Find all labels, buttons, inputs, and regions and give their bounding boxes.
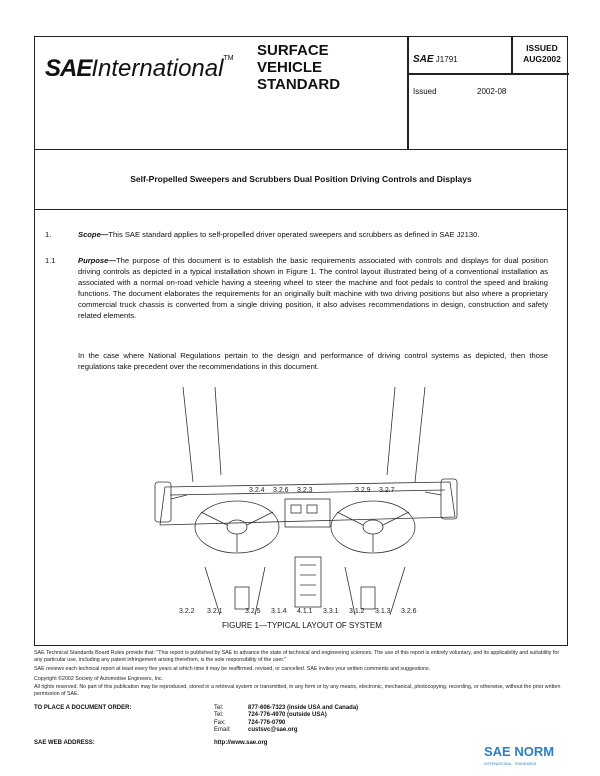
- callout-label: 3.1.3: [375, 608, 391, 615]
- issued-box: [517, 43, 567, 65]
- issued-value: AUG2002: [523, 54, 561, 64]
- section-heading: Purpose—: [78, 256, 116, 265]
- doc-prefix: SAE: [413, 54, 434, 65]
- section-text: [78, 255, 548, 321]
- windshield-pillar: [215, 387, 395, 475]
- figure-callouts-bottom: [179, 608, 417, 615]
- purpose-paragraph-2: In the case where National Regulations pertain to the design and performance of driving control systems as depicted, then those regulations take precedent over the recommendations in this document.: [78, 351, 548, 371]
- logo-sae: SAE: [45, 55, 92, 82]
- divider: [407, 37, 409, 149]
- section-body: This SAE standard applies to self-propelled driver operated sweepers and scrubbers as defined in SAE J2130.: [108, 230, 480, 239]
- issued-line: [413, 87, 563, 96]
- tel2-label: Tel:: [214, 712, 224, 719]
- tel2-value: 724-776-4970 (outside USA): [248, 712, 327, 719]
- fax-value: 724-776-0790: [248, 719, 286, 726]
- section-text: [78, 229, 548, 240]
- document-title: Self-Propelled Sweepers and Scrubbers Dual Position Driving Controls and Displays: [130, 174, 472, 184]
- divider: [407, 73, 569, 75]
- title-row: [35, 149, 567, 210]
- left-pedal: [235, 587, 249, 609]
- callout-label: 3.2.7: [379, 487, 395, 494]
- order-label: TO PLACE A DOCUMENT ORDER:: [34, 705, 132, 711]
- footer-disclaimer: SAE Technical Standards Board Rules provide that: "This report is published by SAE to advance the state of technical and engineering sciences. The use of this report is entirely voluntary, and its applicability and suitability for any particular use, including any patent infringement arising therefrom, is the sole responsibility of the user.": [34, 650, 560, 663]
- document-number: [413, 54, 458, 65]
- email-value[interactable]: custsvc@sae.org: [248, 727, 298, 734]
- standard-type: [257, 42, 340, 93]
- standard-line-3: STANDARD: [257, 76, 341, 93]
- email-label: Email:: [214, 727, 231, 734]
- callout-label: 3.2.6: [273, 487, 289, 494]
- footer-copyright: Copyright ©2002 Society of Automotive Engineers, Inc.: [34, 676, 164, 682]
- document-frame: [34, 36, 568, 646]
- callout-label: 4.1.1: [297, 608, 313, 615]
- section-heading: Scope—: [78, 230, 109, 239]
- callout-label: 3.1.2: [349, 608, 365, 615]
- left-wheel-hub: [227, 520, 247, 534]
- standard-line-2: VEHICLE: [257, 59, 323, 76]
- standard-line-1: SURFACE: [257, 42, 329, 59]
- sae-international-logo: [45, 55, 234, 83]
- callout-label: 3.2.9: [355, 487, 371, 494]
- tel1-value: 877-606-7323 (inside USA and Canada): [248, 705, 359, 711]
- center-pedestal: [295, 557, 321, 607]
- web-address-label: SAE WEB ADDRESS:: [34, 740, 95, 746]
- issued-text: Issued: [413, 87, 437, 96]
- console-switch: [307, 505, 317, 513]
- section-number: 1.1: [45, 256, 56, 265]
- pedestal-grille: [300, 565, 316, 595]
- callout-label: 3.2.1: [207, 608, 223, 615]
- callout-label: 3.1.4: [271, 608, 287, 615]
- sae-norm-subtitle: INTERNATIONAL · STANDARDS: [484, 762, 537, 766]
- callout-label: 3.2.6: [401, 608, 417, 615]
- callout-label: 3.3.1: [323, 608, 339, 615]
- doc-number-value: J1791: [435, 55, 458, 64]
- logo-international: International: [91, 55, 224, 82]
- windshield-pillar: [183, 387, 425, 482]
- left-wheel-spokes: [201, 512, 273, 552]
- sae-norm-logo: SAE NORM: [484, 744, 555, 759]
- issued-date: 2002-08: [477, 87, 507, 96]
- header-row: [35, 37, 567, 150]
- section-body: The purpose of this document is to establish the basic requirements associated with controls and displays for dual position driving controls as depicted in a typical installation shown in Figure 1. The control layout illustrated being of a conventional installation as associated with a normal on-road vehicle having a steering wheel to steer the machine and foot pedals to control the speed and braking functions. The document elaborates the requirements for an originally built machine with two driving positions but also where a proprietary commercial truck chassis is converted from a single driving position, it also advises recommendations in design, construction and safety related elements.: [78, 256, 548, 320]
- callout-label: 3.2.3: [297, 487, 313, 494]
- console-switch: [291, 505, 301, 513]
- web-address-link[interactable]: http://www.sae.org: [214, 740, 268, 746]
- callout-label: 3.2.4: [249, 487, 265, 494]
- logo-tm: TM: [223, 55, 234, 62]
- callout-label: 3.2.2: [179, 608, 195, 615]
- section-number: 1.: [45, 230, 52, 239]
- divider: [511, 37, 513, 73]
- right-pedal: [361, 587, 375, 609]
- fax-label: Fax:: [214, 719, 226, 726]
- right-wheel-hub: [363, 520, 383, 534]
- callout-label: 3.2.5: [245, 608, 261, 615]
- right-wheel-spokes: [337, 512, 409, 552]
- issued-label: ISSUED: [526, 43, 558, 53]
- footer-review-note: SAE reviews each technical report at least every five years at which time it may be reaffirmed, revised, or cancelled. SAE invites your written comments and suggestions.: [34, 666, 431, 672]
- footer-rights: All rights reserved. No part of this publication may be reproduced, stored in a retrieval system or transmitted, in any form or by any means, electronic, mechanical, photocopying, recording, or otherwise, without the prior written permission of SAE.: [34, 684, 561, 697]
- figure-caption: FIGURE 1—TYPICAL LAYOUT OF SYSTEM: [222, 621, 382, 630]
- tel1-label: Tel:: [214, 705, 224, 711]
- dual-driving-controls-figure: [125, 387, 485, 617]
